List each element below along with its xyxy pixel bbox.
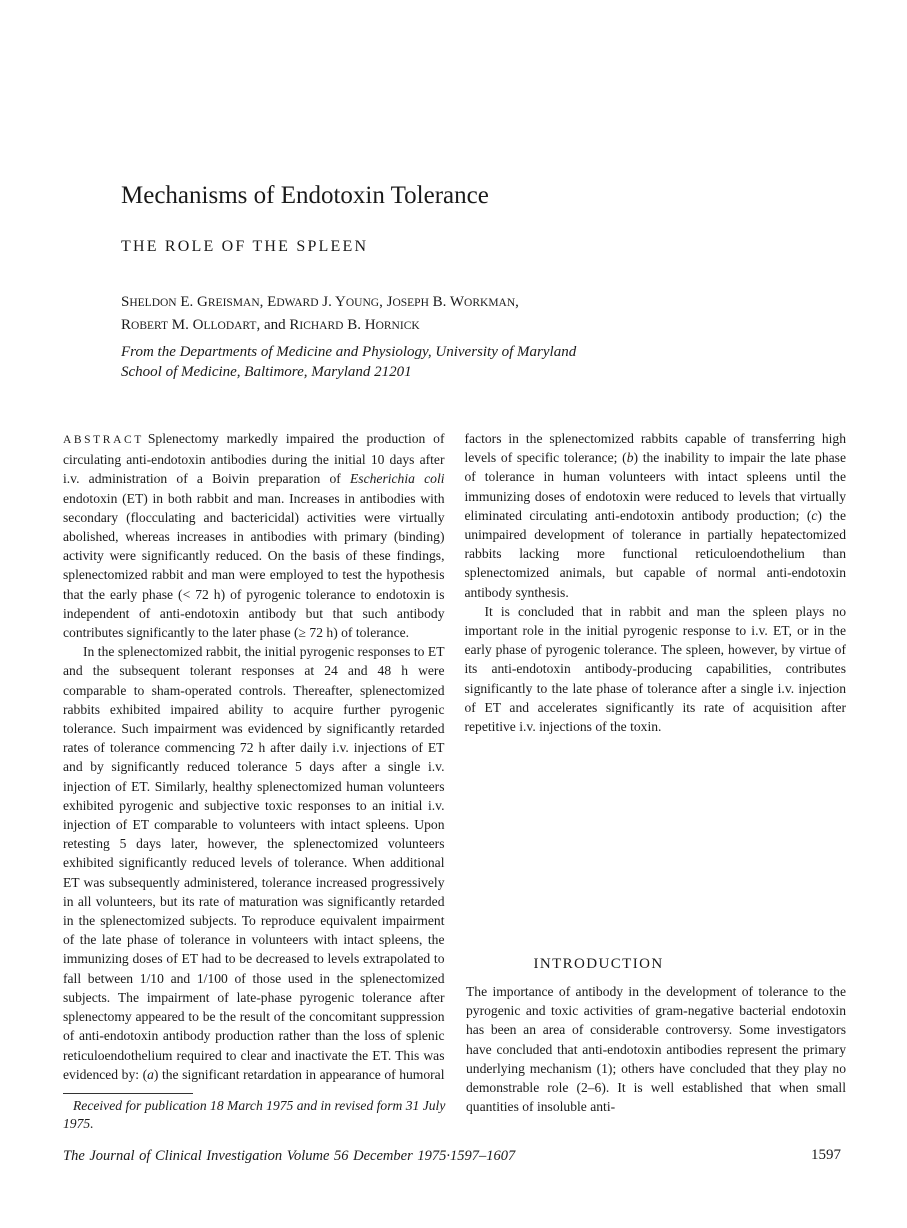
author-l1-tail-1: ,: [259, 294, 268, 310]
journal-footer: [63, 1148, 515, 1165]
author-l2-rest-1: LLODART: [203, 320, 257, 332]
author-l2-initial-2: R: [289, 317, 300, 333]
author-l1-initial-4: J: [386, 294, 393, 310]
abstract-p2-text-b: ) the inability to impair the late phase of tolerance in human volunteers with intact spleens until the immunizing doses of endotoxin were reduced to levels that virtually eliminated circulating anti-endotoxin antibody production; (: [464, 450, 847, 523]
author-l1-rest-2: DWARD: [276, 297, 319, 309]
author-l1-rest-1: REISMAN: [207, 297, 260, 309]
abstract-p2-text-c: ) the unimpaired development of tolerance in partially hepatectomized rabbits lacking more functional reticuloendothelium than splenectomized animals, but capable of normal anti-endotoxin antibody synthesis.: [464, 507, 846, 600]
abstract-flow: [63, 429, 846, 1089]
author-l1-initial-2: E: [267, 294, 277, 310]
received-note: Received for publication 18 March 1975 and in revised form 31 July 1975.: [63, 1098, 446, 1131]
article-title: Mechanisms of Endotoxin Tolerance: [121, 182, 489, 209]
author-l2-tail-2: B.: [343, 317, 365, 333]
species-name: Escherichia coli: [349, 471, 445, 487]
affiliation: [121, 342, 681, 382]
affiliation-line-2: School of Medicine, Baltimore, Maryland 21201: [121, 364, 412, 380]
author-l1-tail-4: B.: [428, 294, 450, 310]
author-l2-rest-3: ORNICK: [375, 320, 420, 332]
author-l2-initial-3: H: [364, 317, 376, 333]
journal-issue: December 1975·1597–1607: [353, 1148, 516, 1164]
author-l1-initial-3: Y: [335, 294, 346, 310]
author-l1-tail-2: J.: [318, 294, 336, 310]
author-l2-rest-0: OBERT: [131, 320, 169, 332]
page-number: 1597: [811, 1147, 841, 1163]
introduction-paragraph: The importance of antibody in the development of tolerance to the pyrogenic and toxic activities of gram-negative bacterial endotoxin has been an area of considerable controversy. Some investigators have concluded that anti-endotoxin antibodies represent the primary underlying mechanism (1); others have concluded that they play no demonstrable role (2–6). It is well established that when small quantities of insoluble anti-: [466, 984, 846, 1115]
introduction-heading: INTRODUCTION: [533, 956, 664, 972]
abstract-p1-text: Splenectomy markedly impaired the production of circulating anti-endotoxin antibodies during the initial 10 days after i.v. administration of a Boivin preparation of: [63, 431, 445, 487]
author-l2-tail-1: , and: [256, 317, 290, 333]
author-l2-initial-0: R: [121, 317, 132, 333]
footnote-rule: [63, 1093, 193, 1094]
author-l1-rest-5: ORKMAN: [464, 297, 516, 309]
author-l1-initial-1: G: [197, 294, 208, 310]
abstract-p1-text-end: endotoxin (ET) in both rabbit and man. Increases in antibodies with secondary (flocculating and bactericidal) activities were virtually abolished, whereas increases in antibodies with primary (binding) activity were significantly reduced. On the basis of these findings, splenectomized rabbit and man were employed to test the hypothesis that the early phase (< 72 h) of pyrogenic tolerance to endotoxin is independent of anti-endotoxin antibody but that such antibody contributes significantly to the later phase (≥ 72 h) of tolerance.: [63, 490, 445, 641]
abstract-paragraph-3: It is concluded that in rabbit and man the spleen plays no important role in the initial pyrogenic response to i.v. ET, or in the early phase of pyrogenic tolerance. The spleen, however, by virtue of its anti-endotoxin antibody-producing capabilities, contributes significantly to the late phase of tolerance after a single i.v. injection of ET and accelerates significantly its rate of acquisition after repetitive i.v. injections of the toxin.: [464, 603, 846, 735]
author-line-2: [121, 314, 681, 337]
item-b: b: [626, 450, 634, 466]
item-a: a: [147, 1066, 154, 1082]
abstract-paragraph-1: [63, 429, 445, 642]
author-l1-tail-0: E.: [176, 294, 198, 310]
item-c: c: [811, 507, 818, 523]
author-l1-tail-5: ,: [515, 294, 519, 310]
abstract-p2-text-a: ) the significant retardation in appearance of humoral factors in the splenectomized rabbits capable of transferring high levels of specific tolerance; (: [153, 431, 846, 1082]
author-l1-initial-0: S: [121, 294, 130, 310]
affiliation-line-1: From the Departments of Medicine and Physiology, University of Maryland: [121, 344, 577, 360]
author-list: [121, 291, 681, 337]
author-l2-rest-2: ICHARD: [299, 320, 344, 332]
author-line-1: [121, 291, 681, 314]
abstract-p2-text: In the splenectomized rabbit, the initial pyrogenic responses to ET and the subsequent tolerant responses at 24 and 48 h were comparable to sham-operated controls. Thereafter, splenectomized rabbits exhibited impaired ability to acquire further pyrogenic tolerance. Such impairment was evidenced by significantly retarded rates of tolerance commencing 72 h after daily i.v. injections of ET and by significantly reduced tolerance 5 days after a single i.v. injection of ET. Similarly, healthy splenectomized human volunteers exhibited pyrogenic and subjective toxic responses to an initial i.v. injection of ET comparable to volunteers with intact spleens. Upon retesting 5 days later, however, the splenectomized volunteers exhibited significantly reduced levels of tolerance. When additional ET was subsequently administered, tolerance increased progressively in all volunteers, but its rate of maturation was significantly retarded in the splenectomized subjects. To reproduce equivalent impairment of the late phase of tolerance in volunteers with intact spleens, the immunizing doses of ET had to be decreased to levels extrapolated to fall between 1/10 and 1/100 of those used in the splenectomized subjects. The impairment of late-phase pyrogenic tolerance after splenectomy appeared to be the result of the concomitant suppression of anti-endotoxin antibody production rather than the loss of splenic reticuloendothelium required to clear and inactivate the ET. This was evidenced by: (: [63, 644, 445, 1082]
author-l2-tail-0: M.: [168, 317, 193, 333]
abstract-label: ABSTRACT: [63, 434, 144, 446]
author-l1-rest-3: OUNG: [345, 297, 380, 309]
article-subtitle: THE ROLE OF THE SPLEEN: [121, 238, 369, 255]
journal-volume: Volume 56: [286, 1148, 349, 1164]
author-l1-tail-3: ,: [379, 294, 387, 310]
author-l1-rest-0: HELDON: [129, 297, 177, 309]
author-l1-initial-5: W: [449, 294, 465, 310]
author-l1-rest-4: OSEPH: [392, 297, 429, 309]
journal-name: The Journal of Clinical Investigation: [63, 1148, 283, 1164]
author-l2-initial-1: O: [192, 317, 204, 333]
